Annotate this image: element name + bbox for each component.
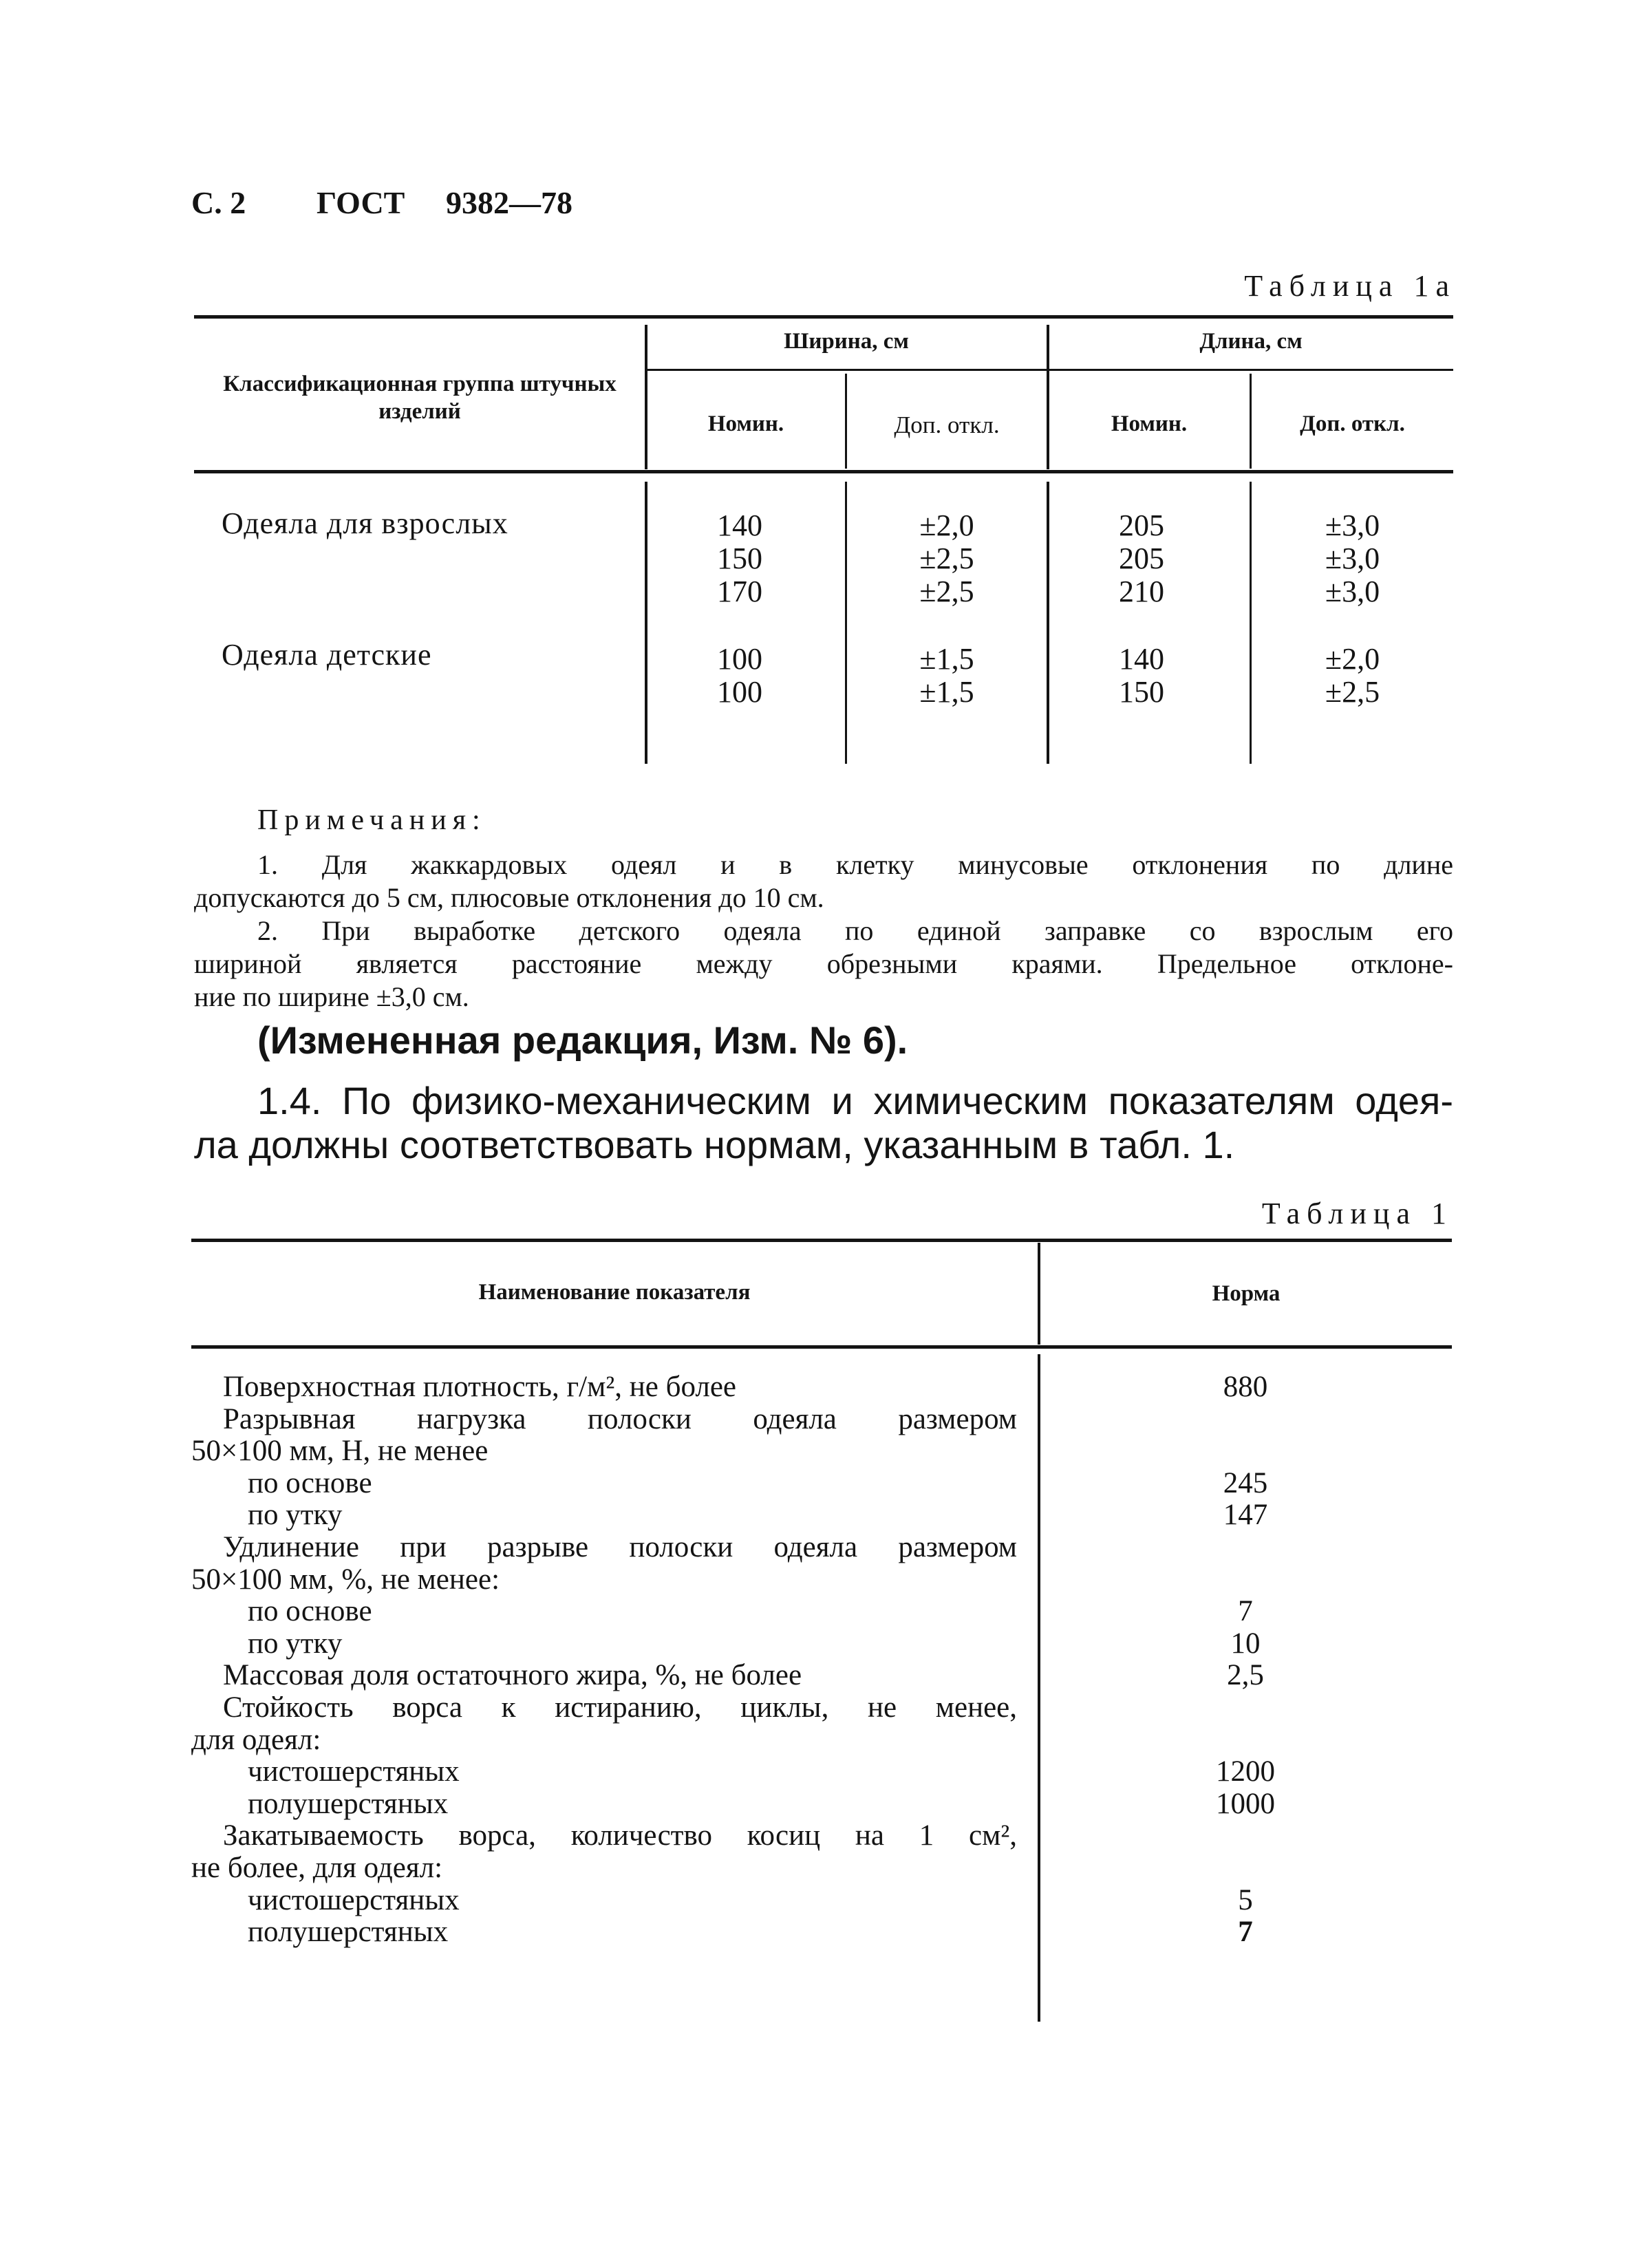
table-1a-length-tolerance: Доп. откл. (1300, 411, 1405, 436)
table-1-header-rule (191, 1345, 1452, 1349)
note-2-line-2: шириной является расстояние между обрезными краями. Предельное отклоне- (194, 948, 1453, 979)
table-1-row-text: Стойкость ворса к истиранию, циклы, не менее, (223, 1691, 1017, 1724)
paragraph-1-4-line-1: 1.4. По физико-механическим и химическим показателям одея- (257, 1079, 1453, 1122)
table-1a-cell: 210 (1119, 575, 1164, 608)
standard-number: 9382—78 (446, 185, 572, 220)
table-1a-cell: 100 (717, 642, 762, 676)
note-2 (194, 914, 1453, 1014)
notes-title: Примечания: (257, 804, 486, 836)
table-1a-header-rule (194, 470, 1453, 473)
table-1a-cell: ±2,5 (919, 542, 974, 575)
table-1a-width-tolerance: Доп. откл. (894, 411, 1000, 438)
table-1-row-value: 10 (1230, 1627, 1261, 1660)
table-1a-cell: ±1,5 (919, 642, 974, 676)
table-1a-group-header: Классификационная группа штучных изделий (223, 372, 617, 424)
table-1-row-value: 7 (1238, 1595, 1253, 1628)
table-1-row-text: по утку (248, 1627, 343, 1660)
table-1-row-value: 880 (1223, 1371, 1268, 1403)
table-1-row-text: полушерстяных (248, 1916, 449, 1949)
table-1a-cell: 150 (1119, 675, 1164, 709)
table-1a-cell: ±3,0 (1325, 575, 1380, 608)
table-1a-top-rule (194, 315, 1453, 319)
table-1-row-text: по основе (248, 1595, 372, 1628)
table-1-row-text: Массовая доля остаточного жира, %, не более (223, 1659, 802, 1692)
table-1-row-text: Поверхностная плотность, г/м², не более (223, 1371, 737, 1403)
table-1a-cell: ±3,0 (1325, 542, 1380, 575)
table-1a-cell: 205 (1119, 509, 1164, 542)
table-1a-cell: ±2,0 (1325, 642, 1380, 676)
table-1-label: Таблица 1 (1261, 1197, 1453, 1230)
table-1-norm-header: Норма (1212, 1281, 1281, 1306)
table-1a-cell: 150 (717, 542, 762, 575)
table-1a-cell: ±1,5 (919, 675, 974, 709)
table-1a-length-header: Длина, см (1199, 329, 1303, 354)
table-1-row-text: 50×100 мм, Н, не менее (191, 1435, 489, 1468)
table-1-row-value: 147 (1223, 1499, 1268, 1532)
standard-label: ГОСТ (317, 185, 405, 220)
table-1-row-text: по утку (248, 1499, 343, 1532)
table-1-body-divider (1038, 1354, 1040, 2022)
table-1a-cell: ±3,0 (1325, 509, 1380, 542)
table-1-row-text: по основе (248, 1466, 372, 1499)
table-1-name-header: Наименование показателя (478, 1280, 751, 1305)
table-1-row-text: 50×100 мм, %, не менее: (191, 1563, 500, 1596)
paragraph-1-4-line-2: ла должны соответствовать нормам, указанным в табл. 1. (194, 1123, 1235, 1166)
table-1a-group-children: Одеяла детские (222, 638, 432, 672)
table-1-row-value: 2,5 (1227, 1659, 1264, 1692)
note-1-line-1: 1. Для жаккардовых одеял и в клетку минусовые отклонения по длине (257, 849, 1453, 880)
table-1-row-text: для одеял: (191, 1723, 321, 1756)
table-1a-cell: ±2,0 (919, 509, 974, 542)
table-1a-cell: 100 (717, 675, 762, 709)
table-1-row-text: Удлинение при разрыве полоски одеяла размером (223, 1531, 1017, 1563)
note-2-line-1: 2. При выработке детского одеяла по единой заправке со взрослым его (257, 915, 1453, 946)
table-1-row-text: Разрывная нагрузка полоски одеяла размером (223, 1402, 1017, 1435)
table-1a-cell: ±2,5 (919, 575, 974, 608)
table-1-row-value: 1200 (1216, 1755, 1275, 1788)
table-1a-cell: 140 (717, 509, 762, 542)
table-1a-cell: 170 (717, 575, 762, 608)
note-1 (194, 848, 1453, 914)
note-1-line-2: допускаются до 5 см, плюсовые отклонения до 10 см. (194, 882, 824, 913)
table-1a-width-header: Ширина, см (784, 329, 909, 354)
table-1a-subheader-rule (647, 369, 1453, 371)
table-1a-cell: 205 (1119, 542, 1164, 575)
table-1-row-text: Закатываемость ворса, количество косиц на 1 см², (223, 1819, 1017, 1852)
table-1a-label: Таблица 1а (1244, 269, 1456, 303)
paragraph-1-4 (194, 1079, 1453, 1167)
table-1-row-value: 1000 (1216, 1787, 1275, 1820)
table-1-row-value: 7 (1238, 1916, 1253, 1949)
table-1a-width-nominal: Номин. (707, 411, 784, 436)
table-1-top-rule (191, 1239, 1452, 1242)
table-1a-group-adults: Одеяла для взрослых (222, 506, 508, 540)
table-1-row-text: не более, для одеял: (191, 1852, 443, 1884)
page-number: С. 2 (191, 185, 246, 220)
table-1a-cell: 140 (1119, 642, 1164, 676)
note-2-line-3: ние по ширине ±3,0 см. (194, 981, 469, 1012)
table-1a-length-nominal: Номин. (1111, 411, 1188, 436)
table-1-row-text: чистошерстяных (248, 1883, 460, 1916)
table-1-row-text: полушерстяных (248, 1787, 449, 1820)
table-1a-cell: ±2,5 (1325, 675, 1380, 709)
table-1-row-value: 245 (1223, 1466, 1268, 1499)
table-1-row-value: 5 (1238, 1883, 1253, 1916)
table-1-row-text: чистошерстяных (248, 1755, 460, 1788)
revision-note: (Измененная редакция, Изм. № 6). (257, 1018, 908, 1062)
